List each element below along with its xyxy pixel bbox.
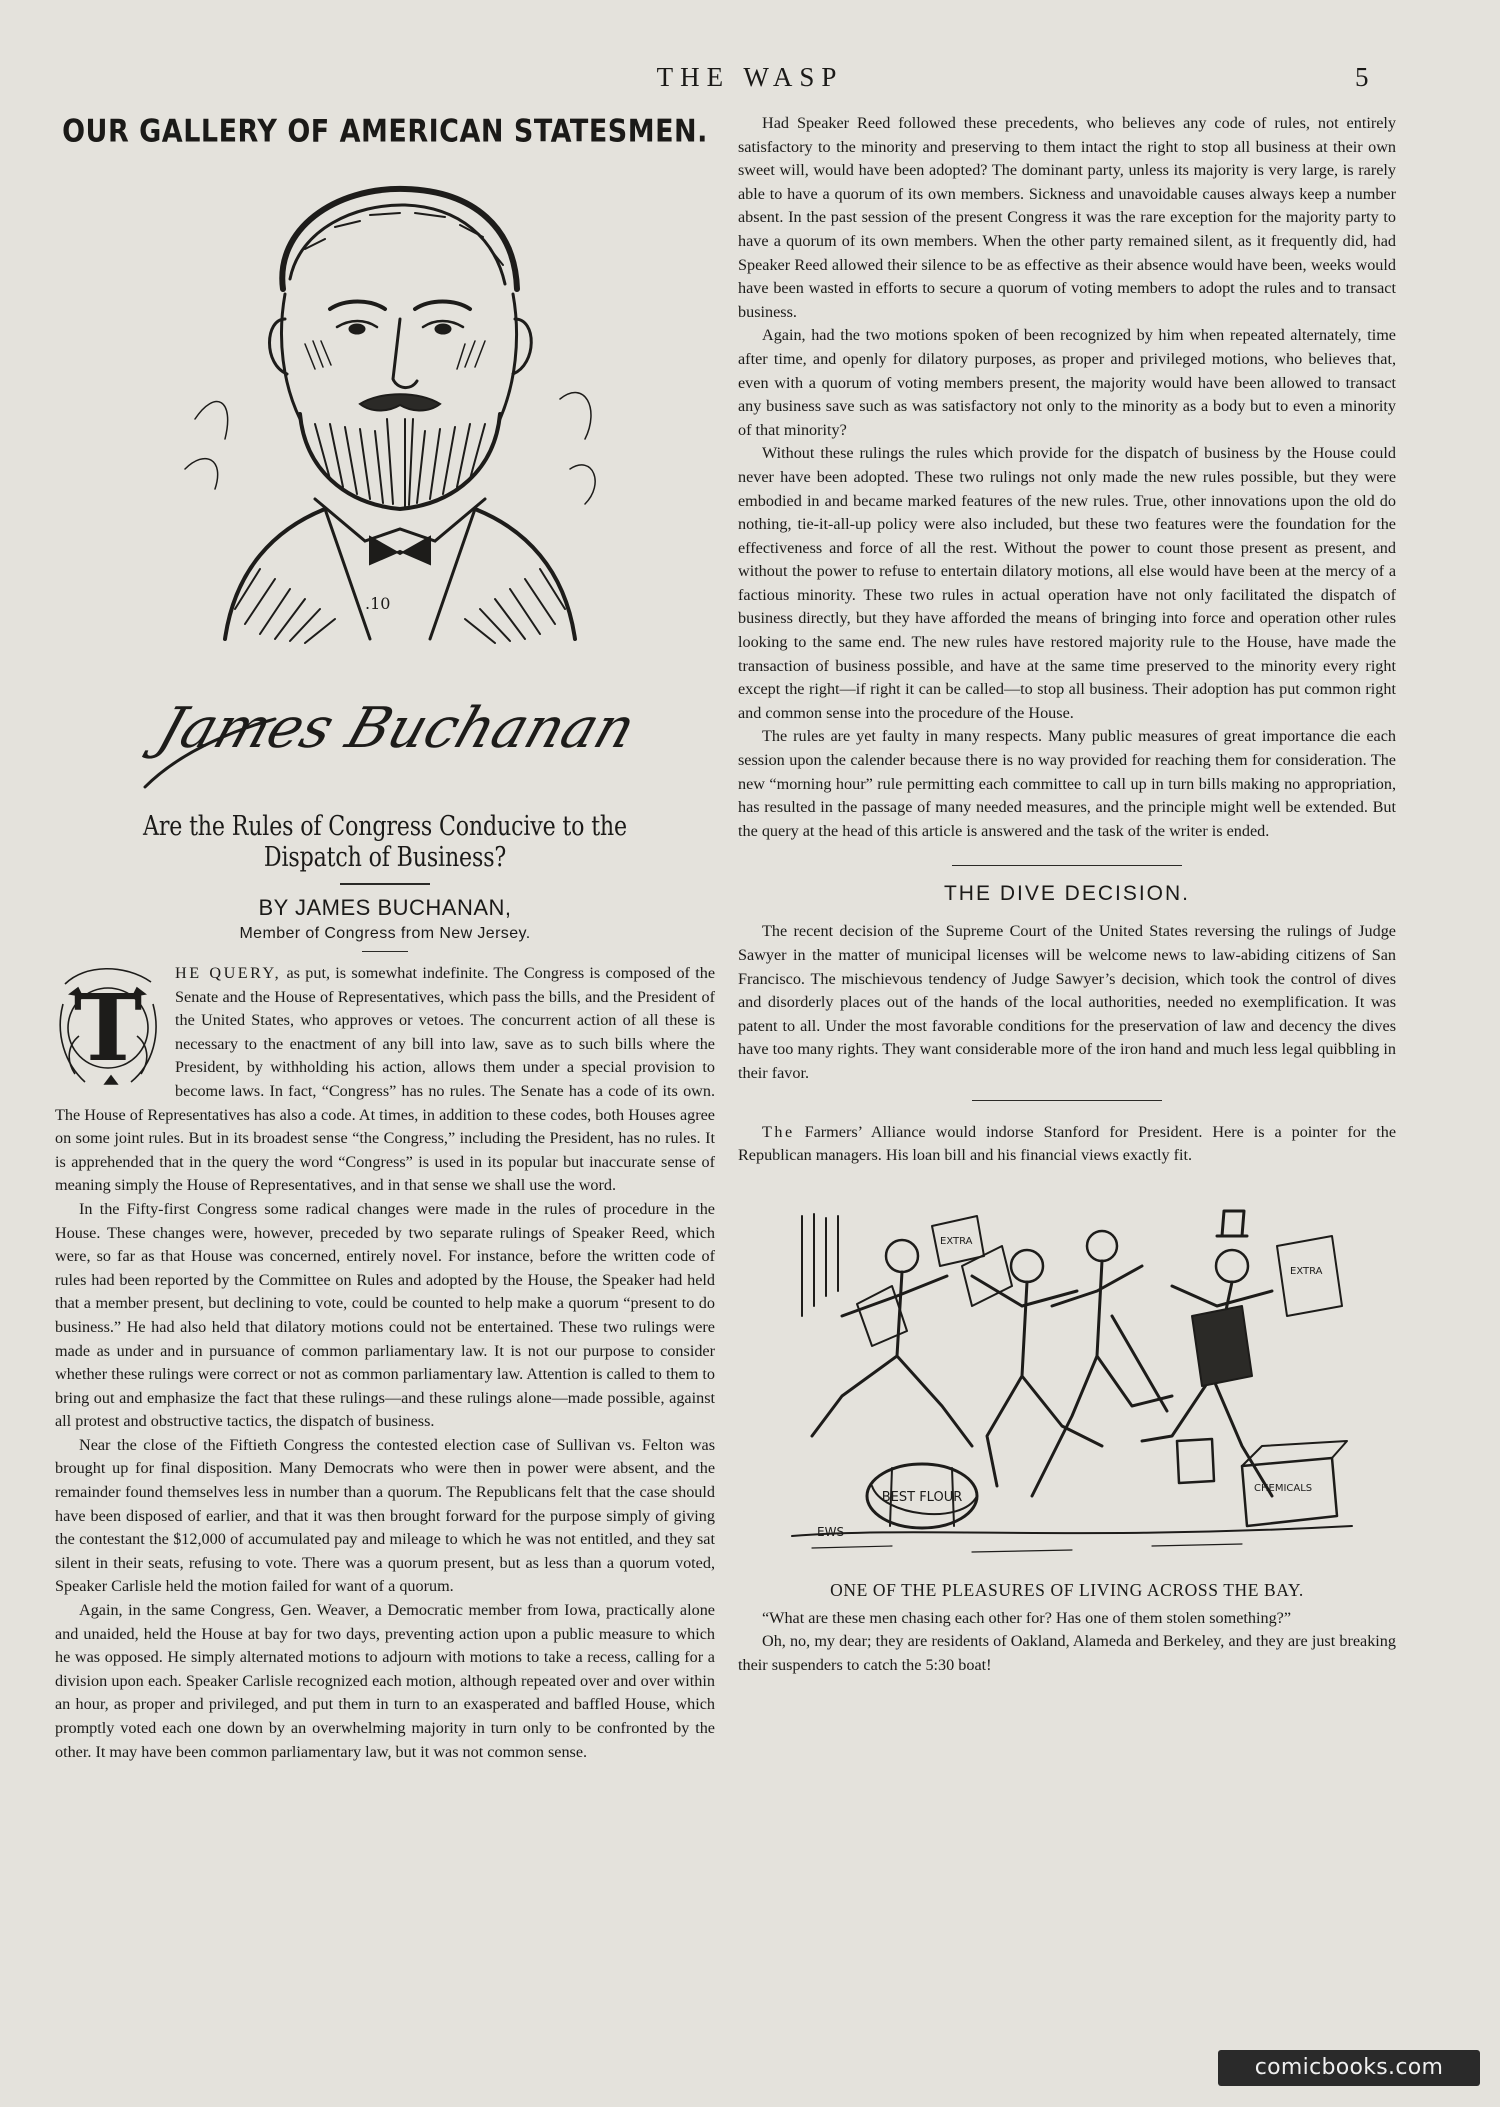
right-column <box>738 112 1396 1992</box>
portrait-illustration <box>165 169 605 669</box>
portrait-mark: .10 <box>365 594 391 613</box>
dropcap-letter: T <box>73 974 143 1082</box>
signature <box>55 687 715 797</box>
article-paragraph-6: Again, had the two motions spoken of been recognized by him when repeated alternately, time after time, and openly for dilatory purposes, as proper and privileged motions, who believes that, even with a quorum of voting members present, the majority would have been allowed to transact any business save such as was satisfactory not only to the minority as a body but to even a minority of that minority? <box>738 326 1396 439</box>
keg-label: BEST FLOUR <box>881 1489 963 1505</box>
signature-drawing <box>125 687 645 797</box>
watermark-badge <box>1218 2050 1480 2086</box>
article-paragraph-3: Near the close of the Fiftieth Congress the contested election case of Sullivan vs. Felton was brought up for final disposition. Many Democrats who were then in power were absent, and the remainder found themselves less in number than a quorum. The Republicans felt that the case should have been disposed of earlier, and that it was then brought forward for the purpose simply of giving the contestant the $12,000 of accumulated pay and mileage to which he was not entitled, and they sat silent in their seats, refusing to vote. There was a quorum present, but as less than a quorum voted, Speaker Carlisle held the motion failed for want of a quorum. <box>55 1435 715 1596</box>
masthead: THE WASP <box>656 62 844 92</box>
section-rule-2 <box>972 1100 1162 1101</box>
byline: BY JAMES BUCHANAN, <box>258 895 512 920</box>
dropcap-graphic <box>55 964 161 1092</box>
alliance-paragraph <box>738 1121 1396 1168</box>
article-paragraph-4: Again, in the same Congress, Gen. Weaver, a Democratic member from Iowa, practically alone and unaided, held the House at bay for two days, preventing action upon a public measure to which he was opposed. He simply alternated motions to adjourn with motions to take a recess, calling for a division upon each. Speaker Carlisle recognized each motion, although repeated over and over within an hour, as proper and privileged, and put them in turn to an exasperated and baffled House, which promptly voted each one down by an overwhelming majority in turn only to be confronted by the other. It may have been common parliamentary law, but it was not common sense. <box>55 1601 715 1761</box>
alliance-smallcaps: The <box>762 1122 795 1141</box>
paper-label-2: EXTRA <box>940 1235 973 1247</box>
article-lead <box>55 962 715 1198</box>
watermark-text: comicbooks.com <box>1254 2055 1444 2080</box>
cartoon-illustration <box>772 1196 1362 1566</box>
article-paragraph-5: Had Speaker Reed followed these precedents, who believes any code of rules, not entirely satisfactory to the minority and preserving to them intact the right to stop all business at their own sweet will, would have been adopted? The dominant party, unless its majority is very large, is rarely able to have a quorum of its own members. Sickness and unavoidable causes always keep a number absent. In the past session of the present Congress it was the rare exception for the majority party to have a quorum of its own members. When the other party remained silent, as it frequently did, had Speaker Reed allowed their silence to be as effective as their absence would have been, weeks would have been wasted in efforts to secure a quorum of voting members to adopt the rules and to transact business. <box>738 114 1396 321</box>
page-number: 5 <box>1355 62 1369 92</box>
artist-mark: EWS <box>817 1524 845 1539</box>
signature-text: James Buchanan <box>150 695 644 761</box>
article-paragraph-8: The rules are yet faulty in many respects. Many public measures of great importance die each session upon the calender because there is no way provided for reaching them for consideration. The new “morning hour” rule permitting each committee to call up in turn bills making no appropriation, has resulted in the passage of many needed measures, and the principle might well be extended. But the query at the head of this article is answered and the task of the writer is ended. <box>738 727 1396 840</box>
cartoon-dialogue-1: “What are these men chasing each other for? Has one of them stolen something?” <box>762 1608 1292 1627</box>
article-paragraph-2: In the Fifty-first Congress some radical changes were made in the rules of procedure in the House. These changes were, however, preceded by two separate rulings of Speaker Reed, which were, so far as that House was concerned, entirely novel. For instance, before the written code of rules had been reported by the Committee on Rules and adopted by the House, the Speaker had held that a member present, but declining to vote, could be counted to help make a quorum “present to do business.” He had also held that dilatory motions could not be entertained. These two rulings were made as under and in pursuance of common parliamentary law. It is not our purpose to consider whether these rulings were correct or not as common parliamentary law. Attention is called to them to bring out and emphasize the fact that these rulings—and these rulings alone—made possible, against all protest and obstructive tactics, the dispatch of business. <box>55 1199 715 1431</box>
running-head <box>0 62 1500 102</box>
article-paragraph-7: Without these rulings the rules which provide for the dispatch of business by the House could never have been adopted. These two rulings not only made the new rules possible, but they were embodied in and became marked features of the new rules. True, other innovations upon the old do nothing, tie-it-all-up policy were also included, but these two features were the foundation for the effectiveness and force of all the rest. Without the power to count those present as present, and without the power to refuse to entertain dilatory motions, all else would have been at the mercy of a factious minority. These two rules in actual operation have not only facilitated the dispatch of business directly, but they have afforded the means of bringing into force and operation other rules looking to the same end. The new rules have restored majority rule to the House, have made the transaction of business possible, and have at the same time preserved to the minority every right except the right—if right it can be called—to stop all business. Their adoption has put common right and common sense into the procedure of the House. <box>738 444 1396 722</box>
title-rule <box>340 883 430 885</box>
dropcap-ornament <box>55 964 161 1092</box>
box-label: CHEMICALS <box>1254 1482 1313 1494</box>
section-rule <box>952 865 1182 866</box>
dive-heading: THE DIVE DECISION. <box>943 882 1191 906</box>
left-column <box>55 108 715 2008</box>
dive-paragraph: The recent decision of the Supreme Court of the United States reversing the rulings of Judge Sawyer in the matter of municipal licenses will be welcome news to law-abiding citizens of San Francisco. The mischievous tendency of Judge Sawyer’s decision, which took the control of dives and disorderly places out of the hands of the local authorities, needed no exemplification. It was patent to all. Under the most favorable conditions for the preservation of law and decency the dives have too many rights. They want considerable more of the iron hand and much less legal quibbling in their favor. <box>738 922 1396 1082</box>
article-title: Are the Rules of Congress Conducive to the Dispatch of Business? <box>143 811 627 873</box>
byline-rule <box>362 951 408 952</box>
portrait-engraving <box>165 169 605 669</box>
cartoon-caption: ONE OF THE PLEASURES OF LIVING ACROSS THE BAY. <box>830 1579 1304 1600</box>
alliance-text: Farmers’ Alliance would indorse Stanford for President. Here is a pointer for the Republican managers. His loan bill and his financial views exactly fit. <box>738 1122 1396 1165</box>
cartoon-dialogue-2: Oh, no, my dear; they are residents of Oakland, Alameda and Berkeley, and they are just breaking their suspenders to catch the 5:30 boat! <box>738 1632 1396 1674</box>
gallery-title: OUR GALLERY OF AMERICAN STATESMEN. <box>62 113 708 150</box>
cartoon-drawing <box>772 1196 1362 1566</box>
byline-affiliation: Member of Congress from New Jersey. <box>239 925 531 942</box>
paragraph-1-text: as put, is somewhat indefinite. The Congress is composed of the Senate and the House of Representatives, which pass the bills, and the President of the United States, who approves or vetoes. The concurrent action of all these is necessary to the enactment of any bill into law, save as to such bills where the President, by withholding his action, allows them under a special provision to become laws. In fact, “Congress” has no rules. The Senate has a code of its own. The House of Representatives has also a code. At times, in addition to these codes, both Houses agree on some joint rules. But in its broadest sense “the Congress,” including the President, has no rules. It is apprehended that in the query the word “Congress” is used in its popular but inaccurate sense of meaning simply the House of Representatives, and in that sense we shall use the word. <box>55 964 715 1195</box>
paper-label-1: EXTRA <box>1290 1265 1323 1277</box>
lead-smallcaps: HE QUERY, <box>175 964 282 982</box>
